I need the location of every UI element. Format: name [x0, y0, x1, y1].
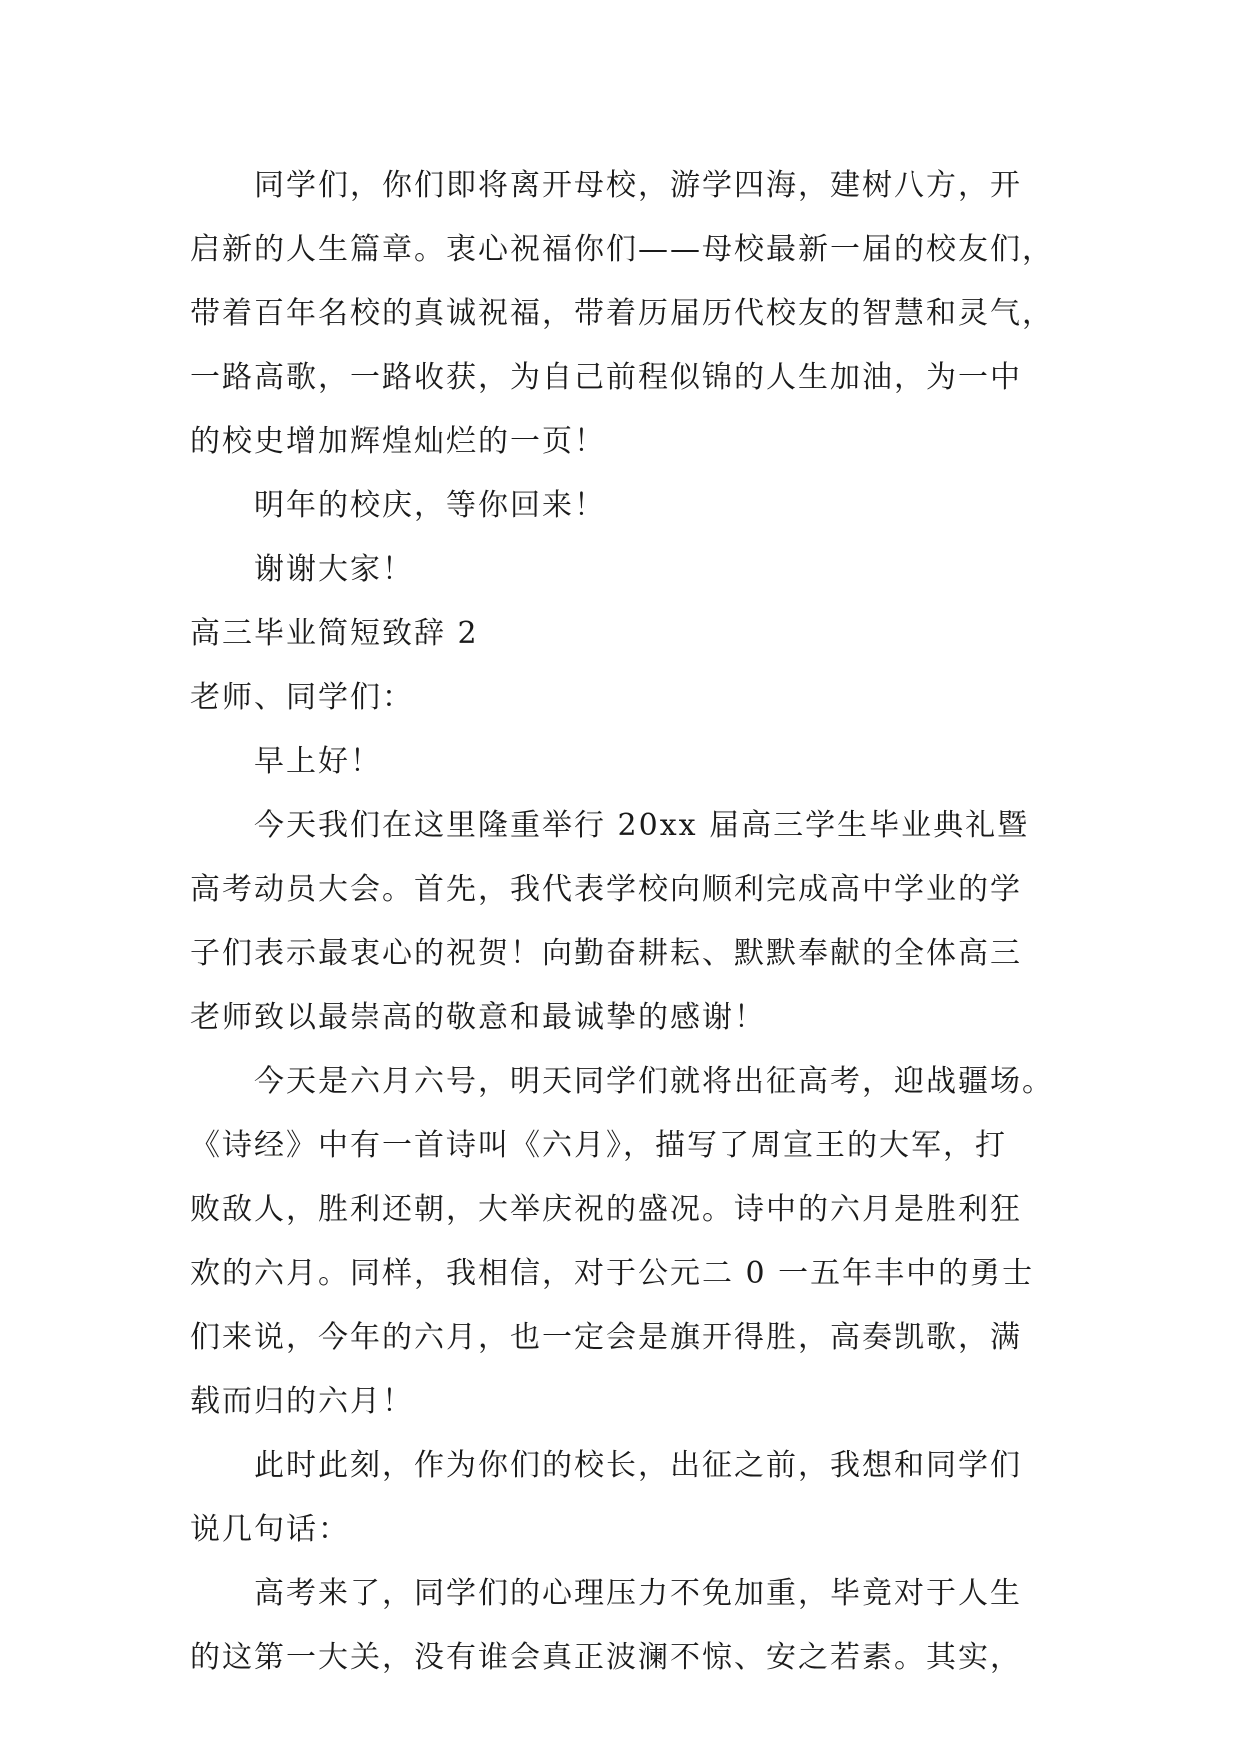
paragraph-line: 同学们，你们即将离开母校，游学四海，建树八方，开	[254, 168, 1022, 203]
paragraph-line: 高考来了，同学们的心理压力不免加重，毕竟对于人生	[254, 1576, 1022, 1611]
paragraph-line: 今天是六月六号，明天同学们就将出征高考，迎战疆场。	[254, 1064, 1054, 1099]
greeting: 早上好！	[254, 744, 382, 779]
paragraph-line: 载而归的六月！	[190, 1384, 414, 1419]
paragraph-line: 带着百年名校的真诚祝福，带着历届历代校友的智慧和灵气，	[190, 296, 1054, 331]
paragraph-line: 败敌人，胜利还朝，大举庆祝的盛况。诗中的六月是胜利狂	[190, 1192, 1022, 1227]
paragraph-line: 欢的六月。同样，我相信，对于公元二 0 一五年丰中的勇士	[190, 1256, 1035, 1291]
paragraph-line: 明年的校庆，等你回来！	[254, 488, 606, 523]
paragraph-line: 的这第一大关，没有谁会真正波澜不惊、安之若素。其实，	[190, 1640, 1022, 1675]
paragraph-line: 子们表示最衷心的祝贺！向勤奋耕耘、默默奉献的全体高三	[190, 936, 1022, 971]
paragraph-line: 的校史增加辉煌灿烂的一页！	[190, 424, 606, 459]
paragraph-line: 谢谢大家！	[254, 552, 414, 587]
section-heading: 高三毕业简短致辞 2	[190, 616, 479, 651]
paragraph-line: 们来说，今年的六月，也一定会是旗开得胜，高奏凯歌，满	[190, 1320, 1022, 1355]
paragraph-line: 说几句话：	[190, 1512, 350, 1547]
paragraph-line: 老师致以最崇高的敬意和最诚挚的感谢！	[190, 1000, 766, 1035]
salutation: 老师、同学们：	[190, 680, 414, 715]
paragraph-line: 《诗经》中有一首诗叫《六月》，描写了周宣王的大军，打	[190, 1128, 1007, 1163]
paragraph-line: 一路高歌，一路收获，为自己前程似锦的人生加油，为一中	[190, 360, 1022, 395]
paragraph-line: 此时此刻，作为你们的校长，出征之前，我想和同学们	[254, 1448, 1022, 1483]
paragraph-line: 高考动员大会。首先，我代表学校向顺利完成高中学业的学	[190, 872, 1022, 907]
paragraph-line: 今天我们在这里隆重举行 20xx 届高三学生毕业典礼暨	[254, 808, 1030, 843]
paragraph-line: 启新的人生篇章。衷心祝福你们——母校最新一届的校友们，	[190, 232, 1054, 267]
